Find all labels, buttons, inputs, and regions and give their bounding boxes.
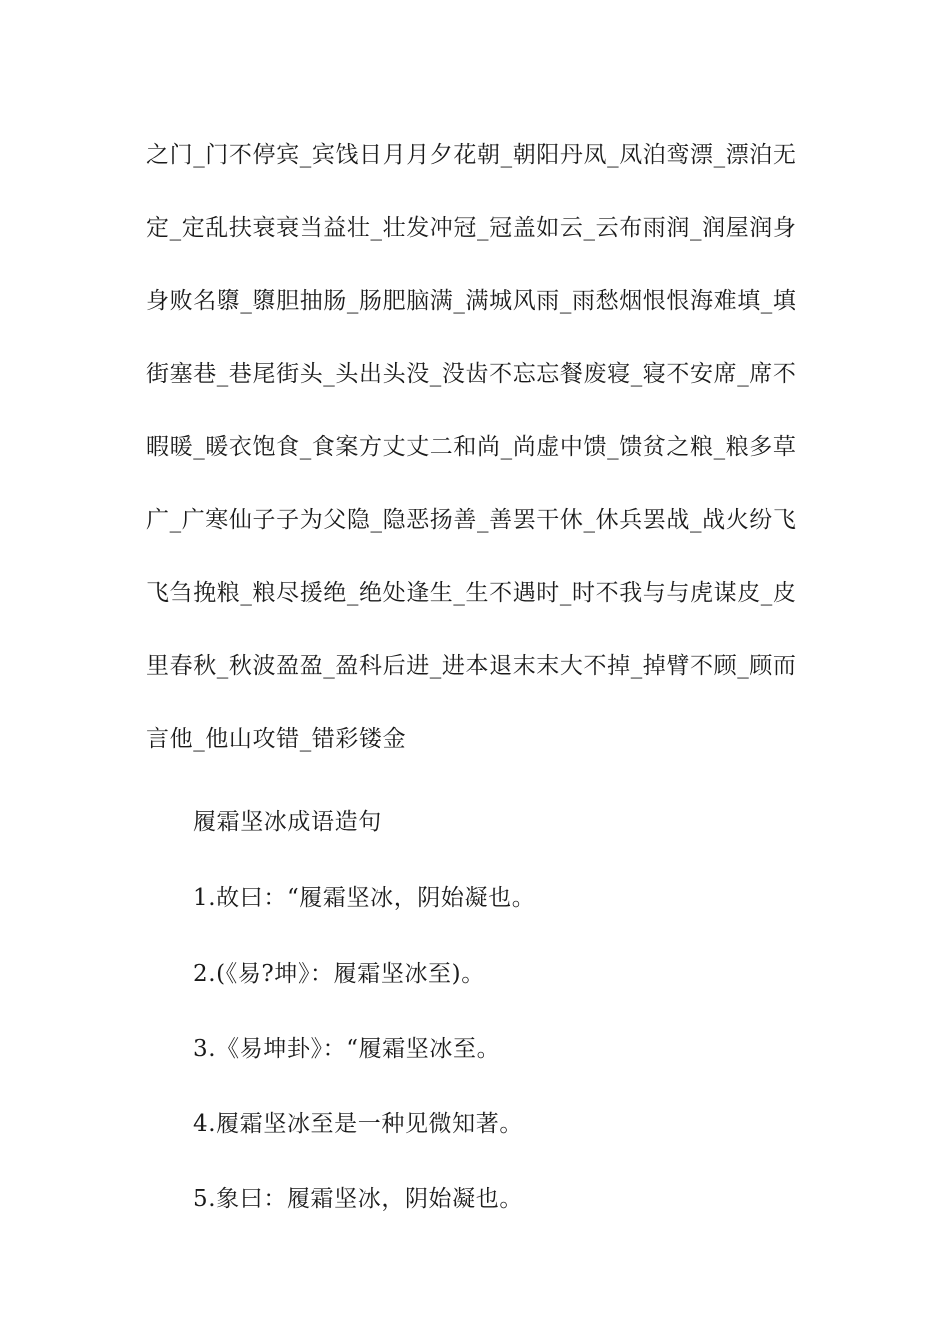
paragraph-line-1: 之门_门不停宾_宾饯日月月夕花朝_朝阳丹凤_凤泊鸾漂_漂泊无 bbox=[146, 142, 797, 168]
paragraph-line-7: 飞刍挽粮_粮尽援绝_绝处逢生_生不遇时_时不我与与虎谋皮_皮 bbox=[146, 580, 797, 606]
sentence-5: 5.象曰：履霜坚冰，阴始凝也。 bbox=[193, 1186, 523, 1212]
paragraph-line-5: 暇暖_暖衣饱食_食案方丈丈二和尚_尚虚中馈_馈贫之粮_粮多草 bbox=[146, 434, 797, 460]
sentence-2: 2.(《易?坤》：履霜坚冰至)。 bbox=[193, 961, 485, 987]
section-heading: 履霜坚冰成语造句 bbox=[193, 809, 382, 835]
paragraph-line-9: 言他_他山攻错_错彩镂金 bbox=[146, 726, 407, 752]
paragraph-line-4: 街塞巷_巷尾街头_头出头没_没齿不忘忘餐废寝_寝不安席_席不 bbox=[146, 361, 797, 387]
paragraph-line-6: 广_广寒仙子子为父隐_隐恶扬善_善罢干休_休兵罢战_战火纷飞 bbox=[146, 507, 797, 533]
sentence-4: 4.履霜坚冰至是一种见微知著。 bbox=[193, 1111, 523, 1137]
paragraph-line-8: 里春秋_秋波盈盈_盈科后进_进本退末末大不掉_掉臂不顾_顾而 bbox=[146, 653, 797, 679]
sentence-1: 1.故曰：“履霜坚冰，阴始凝也。 bbox=[193, 885, 536, 911]
paragraph-line-2: 定_定乱扶衰衰当益壮_壮发冲冠_冠盖如云_云布雨润_润屋润身 bbox=[146, 215, 797, 241]
paragraph-line-3: 身败名隳_隳胆抽肠_肠肥脑满_满城风雨_雨愁烟恨恨海难填_填 bbox=[146, 288, 797, 314]
sentence-3: 3.《易坤卦》：“履霜坚冰至。 bbox=[193, 1036, 501, 1062]
